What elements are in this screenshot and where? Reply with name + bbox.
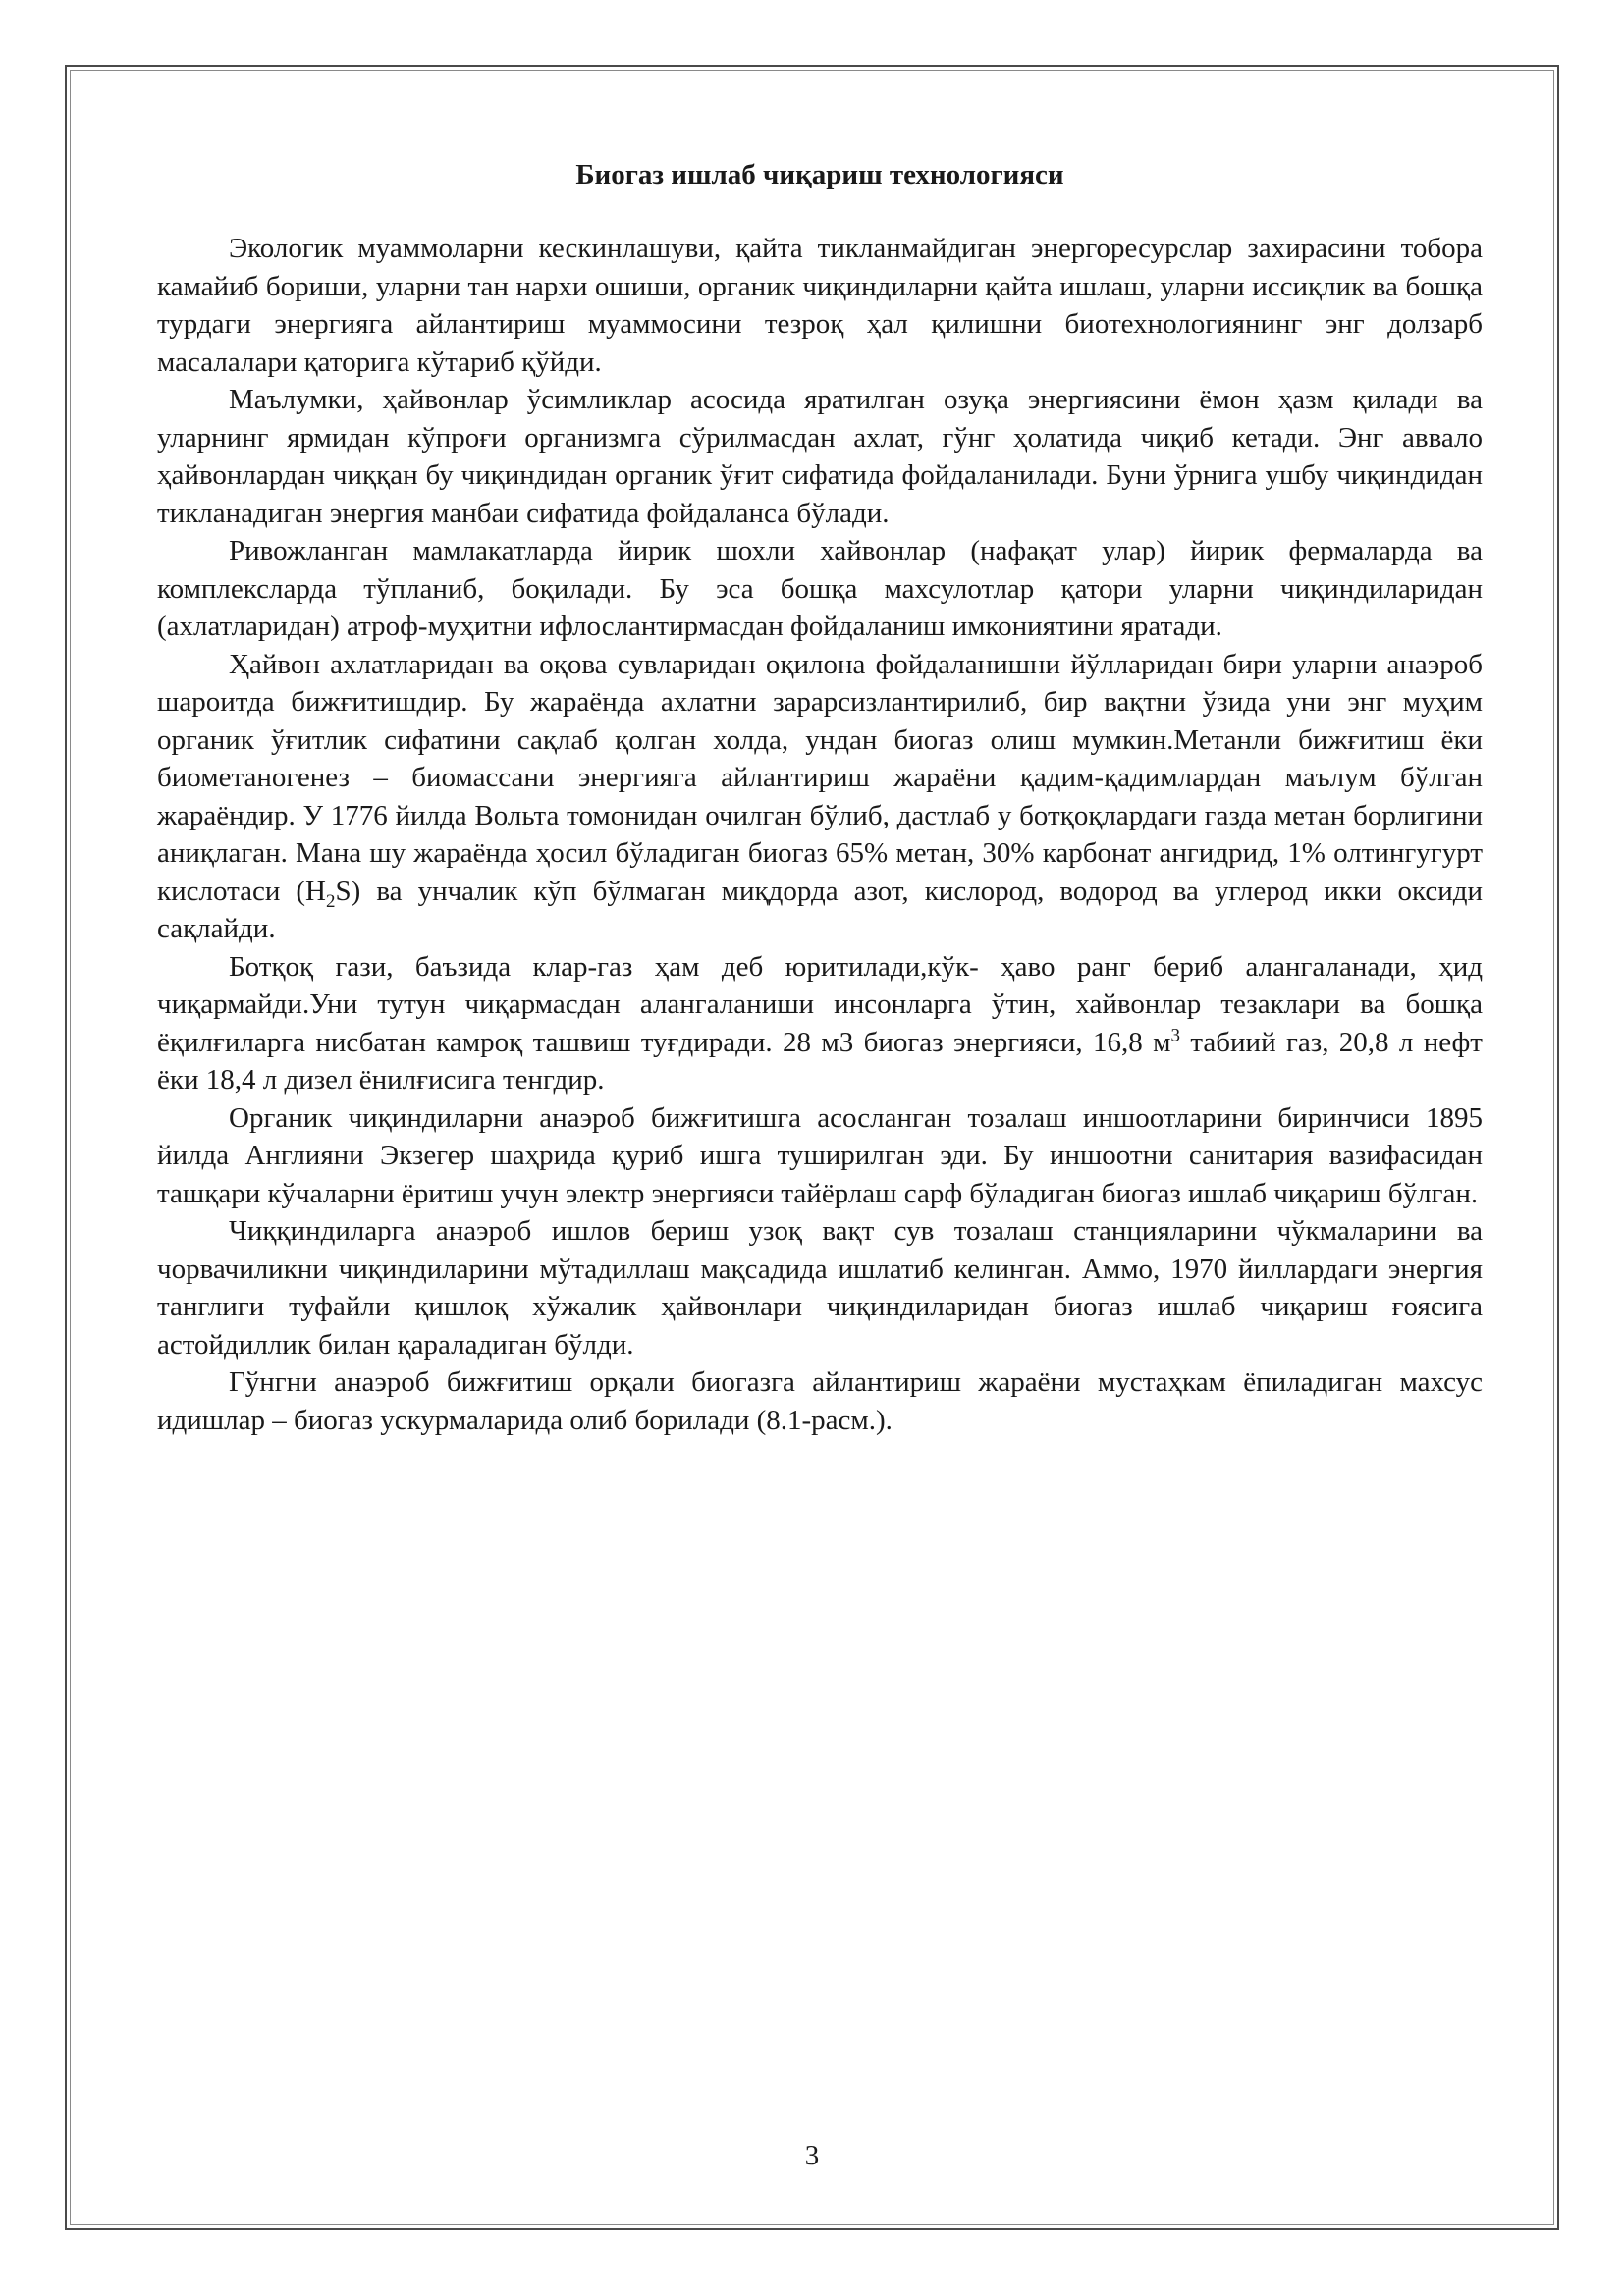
paragraph-text-part: Ҳайвон ахлатларидан ва оқова сувларидан оқилона фойдаланишни йўлларидан бири уларни анаэроб шароитда бижғитишдир. Бу жараёнда ахлатни зарарсизлантирилиб, бир вақтни ўзида уни энг муҳим органик ўғитлик сифатини сақлаб қолган холда, ундан биогаз олиш мумкин.Метанли бижғитиш ёки биометаногенез – биомассани энергияга айлантириш жараёни қадим-қадимлардан маълум бўлган жараёндир. У 1776 йилда Вольта томонидан очилган бўлиб, дастлаб у ботқоқлардаги газда метан борлигини аниқлаган. Мана шу жараёнда ҳосил бўладиган биогаз 65% метан, 30% карбонат ангидрид, 1% олтингугурт кислотаси (H (157, 648, 1483, 907)
paragraph-animal-feed-energy: Маълумки, ҳайвонлар ўсимликлар асосида яратилган озуқа энергиясини ёмон ҳазм қилади ва уларнинг ярмидан кўпроғи организмга сўрилмасдан ахлат, гўнг ҳолатида чиқиб кетади. Энг аввало ҳайвонлардан чиққан бу чиқиндидан органик ўғит сифатида фойдаланилади. Буни ўрнига ушбу чиқиндидан тикланадиган энергия манбаи сифатида фойдаланса бўлади. (157, 384, 1483, 529)
document-title: Биогаз ишлаб чиқариш технологияси (575, 159, 1064, 190)
paragraph-developed-countries-farms: Ривожланган мамлакатларда йирик шохли хайвонлар (нафақат улар) йирик фермаларда ва комплексларда тўпланиб, боқилади. Бу эса бошқа махсулотлар қатори уларни чиқиндиларидан (ахлатларидан) атроф-муҳитни ифлослантирмасдан фойдаланиш имкониятини яратади. (157, 535, 1483, 642)
document-body (157, 155, 1483, 1439)
paragraph-swamp-gas (157, 948, 1483, 1099)
paragraph-ecological-problems: Экологик муаммоларни кескинлашуви, қайта тикланмайдиган энергоресурслар захирасини тобора камайиб бориши, уларни тан нархи ошиши, органик чиқиндиларни қайта ишлаш, уларни иссиқлик ва бошқа турдаги энергияга айлантириш муаммосини тезроқ ҳал қилишни биотехнологиянинг энг долзарб масалалари қаторига кўтариб қўйди. (157, 233, 1483, 378)
subscript-number: 2 (326, 890, 336, 912)
paragraph-text-part: Ботқоқ гази, баъзида клар-газ ҳам деб юритилади,кўк- ҳаво ранг бериб алангаланади, ҳид чиқармайди.Уни тутун чиқармасдан алангаланиши инсонларга ўтин, хайвонлар тезаклари ва бошқа ёқилғиларга нисбатан камроқ ташвиш туғдиради. 28 м3 биогаз энергияси, 16,8 м (157, 950, 1483, 1058)
paragraph-biogas-installations: Гўнгни анаэроб бижғитиш орқали биогазга айлантириш жараёни мустаҳкам ёпиладиган махсус идишлар – биогаз ускурмаларида олиб борилади (8.1-расм.). (157, 1366, 1483, 1436)
paragraph-anaerobic-fermentation (157, 646, 1483, 948)
superscript-number: 3 (1170, 1024, 1181, 1045)
paragraph-first-treatment-plant: Органик чиқиндиларни анаэроб бижғитишга асосланган тозалаш иншоотларини биринчиси 1895 йилда Англияни Экзегер шаҳрида қуриб ишга туширилган эди. Бу иншоотни санитария вазифасидан ташқари кўчаларни ёритиш учун электр энергияси тайёрлаш сарф бўладиган биогаз ишлаб чиқариш бўлган. (157, 1101, 1483, 1209)
paragraph-text-part: табиий газ, 20,8 л нефт ёки 18,4 л дизел ёнилғисига тенгдир. (157, 1026, 1483, 1095)
page-number: 3 (804, 2140, 820, 2171)
paragraph-anaerobic-treatment-history: Чиққиндиларга анаэроб ишлов бериш узоқ вақт сув тозалаш станцияларини чўкмаларини ва чорвачиликни чиқиндиларини мўтадиллаш мақсадида ишлатиб келинган. Аммо, 1970 йиллардаги энергия танглиги туфайли қишлоқ хўжалик ҳайвонлари чиқиндиларидан биогаз ишлаб чиқариш ғоясига астойдиллик билан қараладиган бўлди. (157, 1215, 1483, 1361)
paragraph-text-part: S) ва унчалик кўп бўлмаган миқдорда азот, кислород, водород ва углерод икки оксиди сақлайди. (157, 875, 1483, 944)
